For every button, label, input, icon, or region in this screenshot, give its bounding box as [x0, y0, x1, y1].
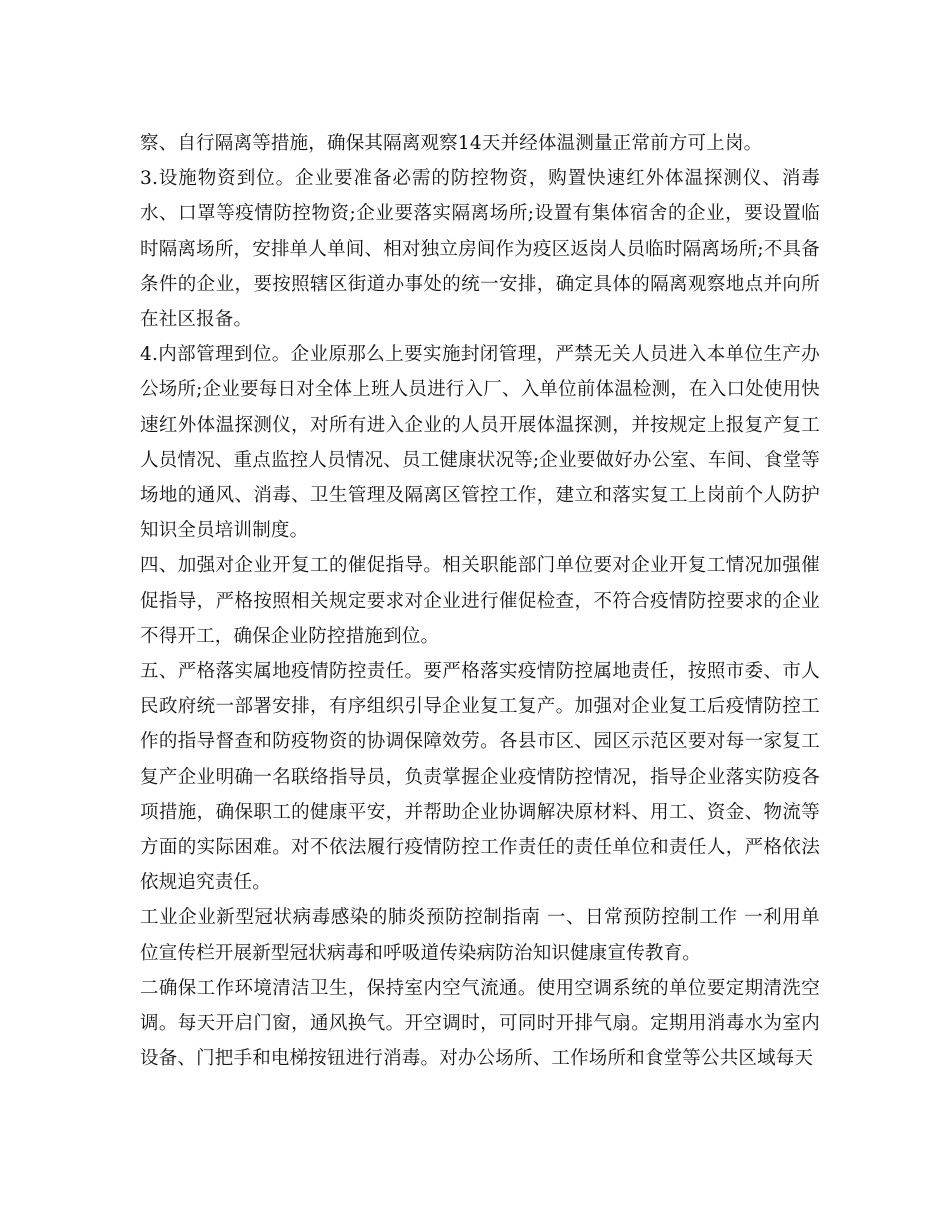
paragraph-supervision-guidance: 四、加强对企业开复工的催促指导。相关职能部门单位要对企业开复工情况加强催促指导，严格按照相关规定要求对企业进行催促检查，不符合疫情防控要求的企业不得开工，确保企业防控措施到位。: [140, 555, 820, 647]
paragraph-workplace-hygiene: 二确保工作环境清洁卫生，保持室内空气流通。使用空调系统的单位要定期清洗空调。每天开启门窗，通风换气。开空调时，可同时开排气扇。定期用消毒水为室内设备、门把手和电梯按钮进行消毒。对办公场所、工作场所和食堂等公共区域每天: [140, 977, 820, 1070]
paragraph-facilities-supplies: 3.设施物资到位。企业要准备必需的防控物资，购置快速红外体温探测仪、消毒水、口罩等疫情防控物资;企业要落实隔离场所;设置有集体宿舍的企业，要设置临时隔离场所，安排单人单间、相对独立房间作为疫区返岗人员临时隔离场所;不具备条件的企业，要按照辖区街道办事处的统一安排，确定具体的隔离观察地点并向所在社区报备。: [140, 168, 820, 331]
paragraph-internal-management: 4.内部管理到位。企业原那么上要实施封闭管理，严禁无关人员进入本单位生产办公场所;企业要每日对全体上班人员进行入厂、入单位前体温检测，在入口处使用快速红外体温探测仪，对所有进入企业的人员开展体温探测，并按规定上报复产复工人员情况、重点监控人员情况、员工健康状况等;企业要做好办公室、车间、食堂等场地的通风、消毒、卫生管理及隔离区管控工作，建立和落实复工上岗前个人防护知识全员培训制度。: [140, 344, 820, 542]
paragraph-guideline-title: 工业企业新型冠状病毒感染的肺炎预防控制指南 一、日常预防控制工作 一利用单位宣传栏开展新型冠状病毒和呼吸道传染病防治知识健康宣传教育。: [140, 907, 820, 964]
paragraph-territorial-responsibility: 五、严格落实属地疫情防控责任。要严格落实疫情防控属地责任，按照市委、市人民政府统一部署安排，有序组织引导企业复工复产。加强对企业复工后疫情防控工作的指导督查和防疫物资的协调保障效劳。各县市区、园区示范区要对每一家复工复产企业明确一名联络指导员，负责掌握企业疫情防控情况，指导企业落实防疫各项措施，确保职工的健康平安，并帮助企业协调解决原材料、用工、资金、物流等方面的实际困难。对不依法履行疫情防控工作责任的责任单位和责任人，严格依法依规追究责任。: [140, 661, 820, 894]
document-body: [140, 126, 820, 1076]
paragraph-isolation-continuation: 察、自行隔离等措施，确保其隔离观察14天并经体温测量正常前方可上岗。: [140, 133, 763, 154]
